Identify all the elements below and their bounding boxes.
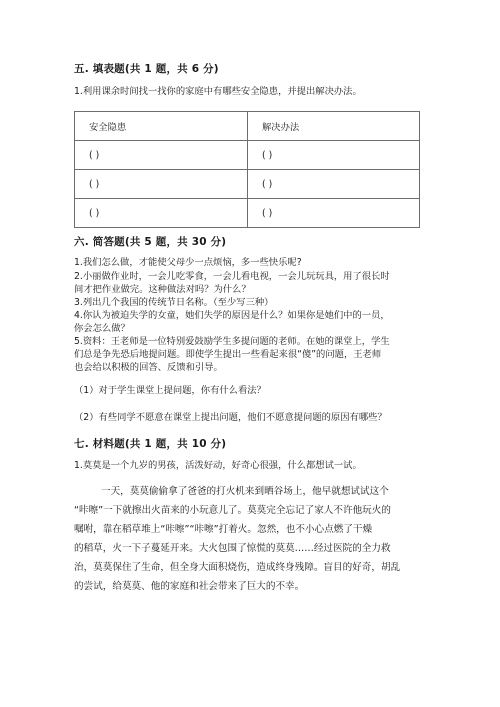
section-7-title: 七. 材料题(共 1 题，共 10 分) [74,438,227,450]
table-header-row [75,112,420,141]
story-line: 的尝试，给莫莫、他的家庭和社会带来了巨大的不幸。 [74,581,305,592]
section-6-line: 们总是争先恐后地提问题。即使学生提出一些看起来很“傻”的问题，王老师 [74,349,382,360]
hazard-cell[interactable]: ( ) [75,141,248,170]
solution-cell[interactable]: ( ) [248,199,420,228]
hazard-cell[interactable]: ( ) [75,170,248,199]
section-6-line: 间才把作业做完。这种做法对吗？为什么？ [74,284,251,295]
solution-cell[interactable]: ( ) [248,141,420,170]
sub-question-1: （1）对于学生课堂上提问题，你有什么看法？ [74,385,266,396]
hazard-cell[interactable]: ( ) [75,199,248,228]
sub-question-2: （2）有些同学不愿意在课堂上提出问题，他们不愿意提问题的原因有哪些？ [74,412,387,423]
section-5-title: 五. 填表题(共 1 题，共 6 分) [74,63,219,75]
solution-cell[interactable]: ( ) [248,170,420,199]
section-7-question: 1.莫莫是一个九岁的男孩，活泼好动，好奇心很强，什么都想试一试。 [74,460,362,471]
story-line: 治，莫莫保住了生命，但全身大面积烧伤，造成终身残障。盲目的好奇，胡乱 [74,562,401,573]
section-6-line: 4.你认为被迫失学的女童，她们失学的原因是什么？如果你是她们中的一员， [74,310,390,321]
story-line: 的稻草，火一下子蔓延开来。大火包围了惊慌的莫莫……经过医院的全力救 [74,543,391,554]
table-row [75,199,420,228]
section-5-question: 1.利用课余时间找一找你的家庭中有哪些安全隐患，并提出解决办法。 [74,86,362,97]
table-row [75,141,420,170]
story-line: 嘱咐，靠在稻草堆上“咔嚓”“咔嚓”打着火。忽然，也不小心点燃了干燥 [74,524,373,535]
table-row [75,170,420,199]
section-6-line: 2.小丽做作业时，一会儿吃零食，一会儿看电视，一会儿玩玩具，用了很长时 [74,271,390,282]
section-6-title: 六. 简答题(共 5 题，共 30 分) [74,236,227,248]
section-6-line: 1.我们怎么做，才能使父母少一点烦恼，多一些快乐呢? [74,257,302,268]
section-6-line: 3.列出几个我国的传统节日名称。（至少写三种） [74,297,274,308]
story-line: 一天，莫莫偷偷拿了爸爸的打火机来到晒谷场上，他早就想试试这个 [101,486,389,497]
section-6-line: 5.资料：王老师是一位特别爱鼓励学生多提问题的老师。在她的课堂上，学生 [74,336,390,347]
header-solution: 解决办法 [248,112,420,141]
section-6-line: 也会给以积极的回答、反馈和引导。 [74,362,223,373]
safety-hazard-table [74,111,420,228]
story-line: “咔嚓”一下就擦出火苗来的小玩意儿了。莫莫完全忘记了家人不许他玩火的 [74,505,391,516]
section-6-line: 你会怎么做？ [74,323,130,334]
header-hazard: 安全隐患 [75,112,248,141]
